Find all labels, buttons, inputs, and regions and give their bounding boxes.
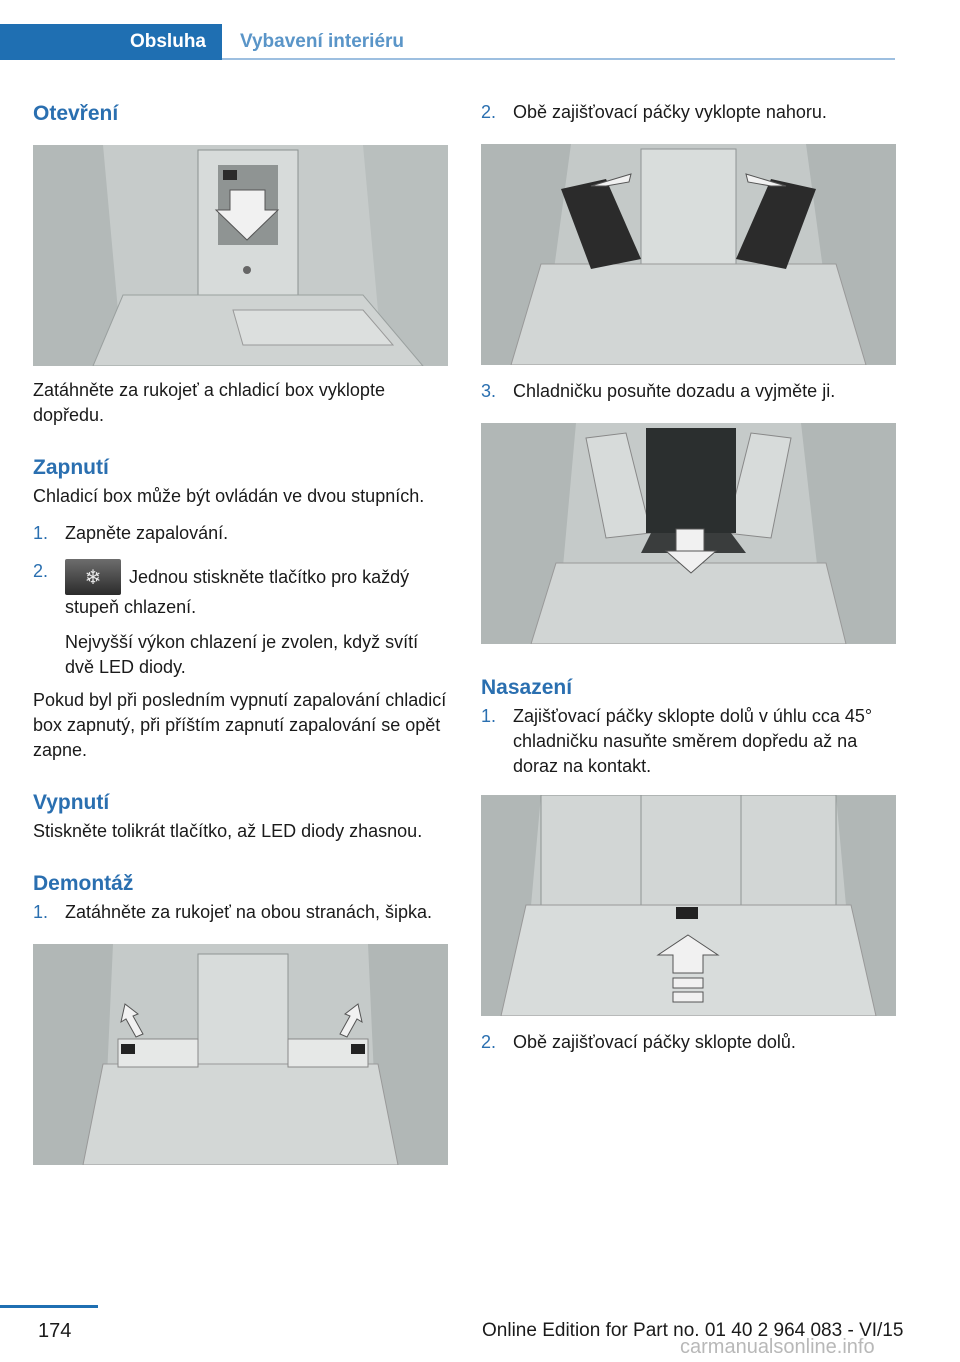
step-number: 1. bbox=[33, 902, 49, 922]
edition-note: Online Edition for Part no. 01 40 2 964 083 - VI/15 bbox=[482, 1320, 904, 1341]
footer-divider bbox=[0, 1305, 98, 1308]
left-column bbox=[33, 100, 448, 1165]
step-text: Zatáhněte za rukojeť na obou stranách, šipka. bbox=[65, 902, 432, 922]
off-description: Stiskněte tolikrát tlačítko, až LED diody zhasnou. bbox=[33, 821, 423, 841]
open-instructions: Zatáhněte za rukojeť a chladicí box vyklopte dopředu. bbox=[33, 380, 385, 425]
watermark: carmanualsonline.info bbox=[680, 1336, 875, 1358]
step-text: Zajišťovací páčky sklopte dolů v úhlu cca 45° chladničku nasuňte směrem dopředu až na doraz na kontakt. bbox=[513, 706, 873, 776]
on-step-1 bbox=[33, 521, 448, 546]
removal-step-1 bbox=[33, 900, 448, 925]
figure-levers-up bbox=[481, 144, 896, 365]
snowflake-button-icon: ❄ bbox=[65, 559, 121, 595]
section-title-open: Otevření bbox=[33, 102, 119, 125]
figure-install bbox=[481, 795, 896, 1016]
step-number: 1. bbox=[33, 523, 49, 543]
removal-step-2 bbox=[481, 100, 896, 125]
removal-step-3 bbox=[481, 379, 896, 404]
step-number: 3. bbox=[481, 381, 497, 401]
page-header bbox=[0, 24, 895, 62]
section-title-removal: Demontáž bbox=[33, 872, 134, 895]
section-title-install: Nasazení bbox=[481, 676, 573, 699]
step-text: Jednou stiskněte tlačítko pro každý stupeň chlazení. bbox=[65, 567, 410, 617]
step-number: 2. bbox=[33, 561, 49, 581]
step-number: 1. bbox=[481, 706, 497, 726]
step-note: Nejvyšší výkon chlazení je zvolen, když svítí dvě LED diody. bbox=[65, 632, 419, 677]
step-number: 2. bbox=[481, 102, 497, 122]
header-divider bbox=[222, 58, 895, 60]
step-text: Obě zajišťovací páčky sklopte dolů. bbox=[513, 1032, 796, 1052]
tab-obsluha[interactable]: Obsluha bbox=[0, 24, 222, 60]
on-step-2 bbox=[33, 559, 448, 620]
figure-open-coolbox bbox=[33, 145, 448, 366]
section-title-off: Vypnutí bbox=[33, 791, 110, 814]
right-column bbox=[481, 100, 896, 1055]
install-step-2 bbox=[481, 1030, 896, 1055]
step-number: 2. bbox=[481, 1032, 497, 1052]
page-number: 174 bbox=[38, 1320, 72, 1342]
step-text: Obě zajišťovací páčky vyklopte nahoru. bbox=[513, 102, 827, 122]
section-title-on: Zapnutí bbox=[33, 456, 109, 479]
step-text: Chladničku posuňte dozadu a vyjměte ji. bbox=[513, 381, 836, 401]
on-description: Chladicí box může být ovládán ve dvou stupních. bbox=[33, 486, 425, 506]
install-step-1 bbox=[481, 704, 896, 779]
figure-slide-out bbox=[481, 423, 896, 644]
on-step-2-note bbox=[33, 630, 448, 680]
tab-vybaveni-interieru[interactable]: Vybavení interiéru bbox=[240, 31, 405, 52]
figure-removal-handles bbox=[33, 944, 448, 1165]
step-text: Zapněte zapalování. bbox=[65, 523, 229, 543]
on-after-text: Pokud byl při posledním vypnutí zapalování chladicí box zapnutý, při příštím zapnutí zapalování se opět zapne. bbox=[33, 690, 447, 760]
